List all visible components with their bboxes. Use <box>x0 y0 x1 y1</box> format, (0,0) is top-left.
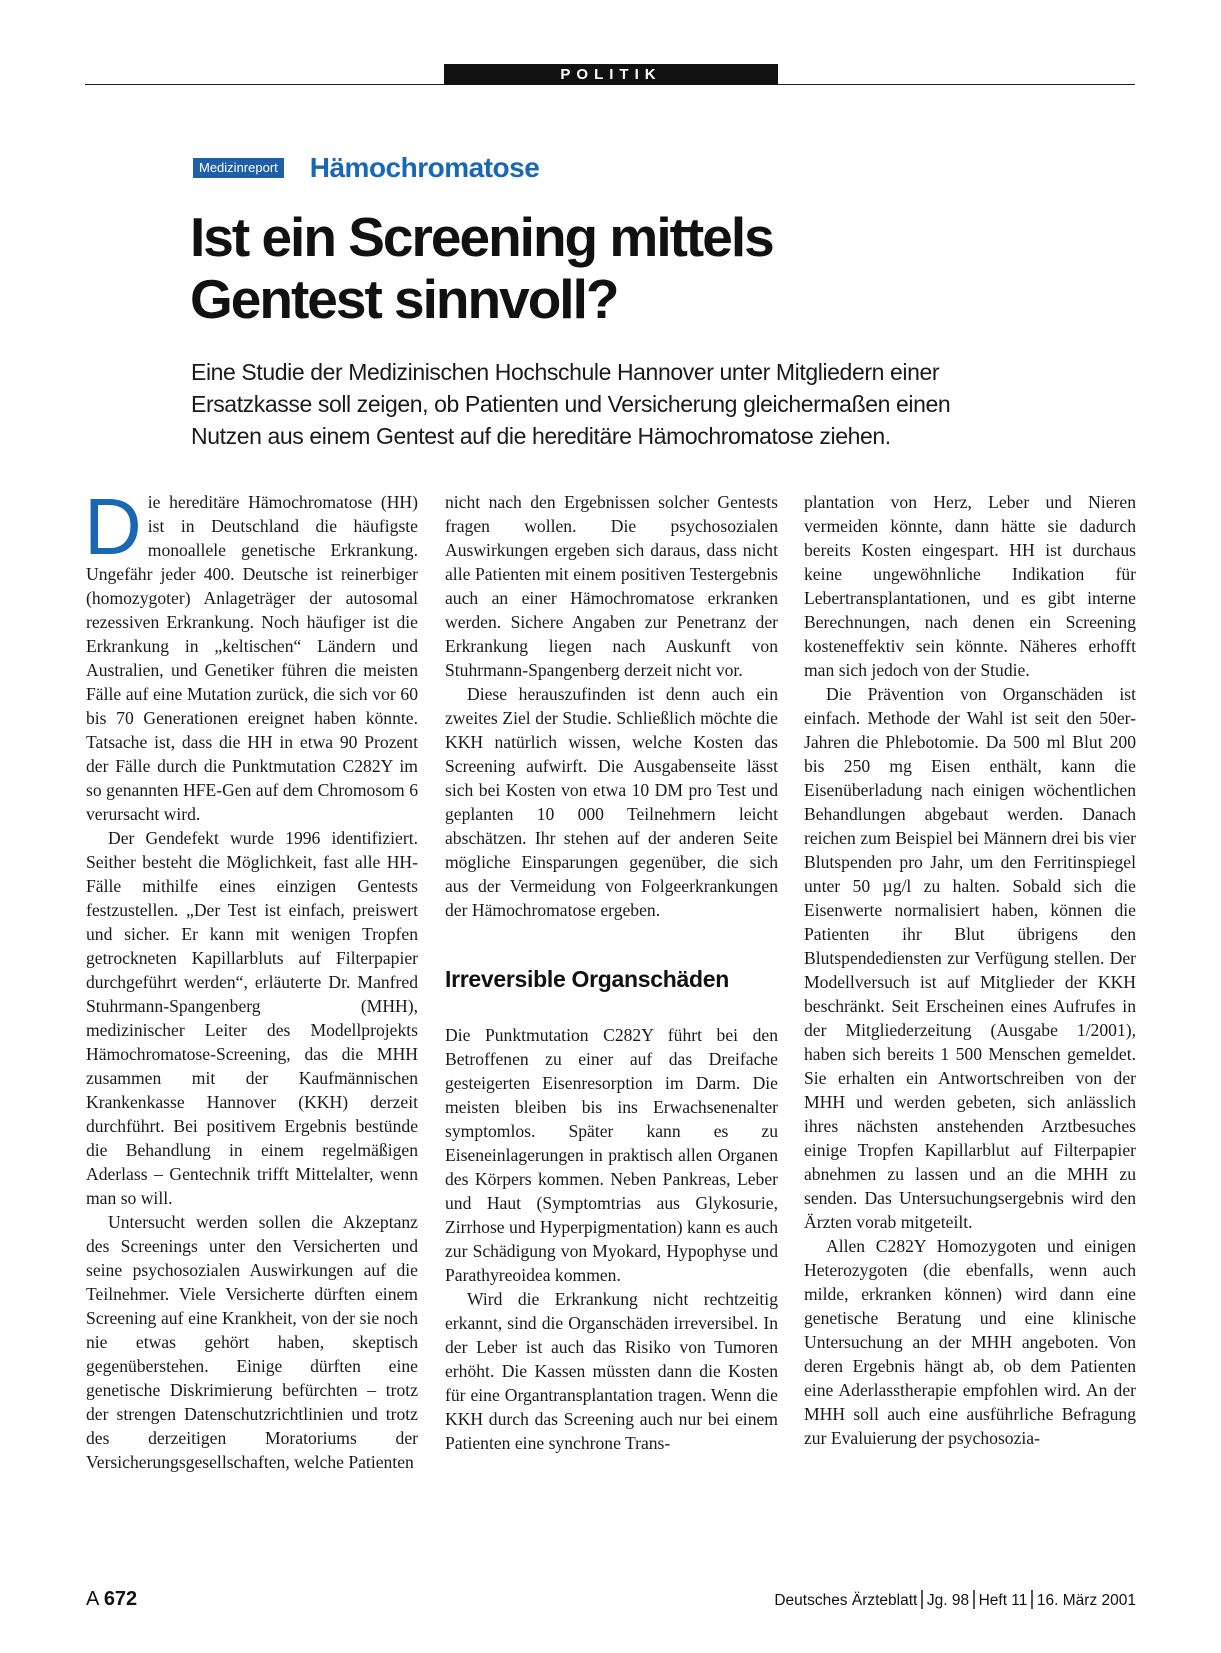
kicker-badge: Medizinreport <box>193 158 284 178</box>
paragraph: nicht nach den Ergebnissen solcher Gentests fragen wollen. Die psychosozialen Auswirkungen ergeben sich daraus, dass nicht alle Patienten mit einem positiven Testergebnis auch an einer Hämochromatose erkranken werden. Sichere Angaben zur Penetranz der Erkrankung liegen nach Auskunft von Stuhrmann-Spangenberg derzeit nicht vor. <box>445 492 778 680</box>
article-column-1 <box>84 482 418 1474</box>
article-column-2 <box>445 490 778 1455</box>
footer-separator <box>1031 1590 1033 1609</box>
footer-separator <box>921 1590 923 1609</box>
headline-line-2: Gentest sinnvoll? <box>190 268 618 330</box>
kicker <box>193 152 540 183</box>
paragraph: Wird die Erkrankung nicht rechtzeitig erkannt, sind die Organschäden irreversibel. In der Leber ist auch das Risiko von Tumoren erhöht. Die Kassen müssten dann die Kosten für eine Organtransplantation tragen. Wenn die KKH durch das Screening auch nur bei einem Patienten eine synchrone Trans- <box>445 1289 778 1453</box>
paragraph <box>84 482 418 826</box>
headline <box>190 206 1090 330</box>
deck-line-3: Nutzen aus einem Gentest auf die hereditäre Hämochromatose ziehen. <box>191 423 891 449</box>
headline-line-1: Ist ein Screening mittels <box>190 206 773 268</box>
page-number <box>86 1588 137 1611</box>
subheading: Irreversible Organschäden <box>445 966 729 992</box>
footer-citation <box>774 1590 1136 1610</box>
journal-name: Deutsches Ärzteblatt <box>774 1592 918 1609</box>
paragraph-text: ie hereditäre Hämochromatose (HH) ist in Deutschland die häufigste monoallele genetische Erkrankung. Ungefähr jeder 400. Deutsche ist reinerbiger (homozygoter) Anlageträger der autosomal rezessiven Erkrankung. Noch häufiger ist die Erkrankung in „keltischen“ Ländern und Australien, und Genetiker führen die meisten Fälle auf eine Mutation zurück, die sich vor 60 bis 70 Generationen ereignet haben könnte. Tatsache ist, dass die HH in etwa 90 Prozent der Fälle durch die Punktmutation C282Y im so genannten HFE-Gen auf dem Chromosom 6 verursacht wird. <box>86 492 418 824</box>
paragraph: Diese herauszufinden ist denn auch ein zweites Ziel der Studie. Schließlich möchte die KKH natürlich wissen, welche Kosten das Screening aufwirft. Die Ausgabenseite lässt sich bei Kosten von etwa 10 DM pro Test und geplanten 10 000 Teilnehmern leicht abschätzen. Ihr stehen auf der anderen Seite mögliche Einsparungen gegenüber, die sich aus der Vermeidung von Folgeerkrankungen der Hämochromatose ergeben. <box>445 684 778 920</box>
drop-cap: D <box>84 482 142 571</box>
deck-line-1: Eine Studie der Medizinischen Hochschule Hannover unter Mitgliedern einer <box>191 359 940 385</box>
journal-issue: Heft 11 <box>978 1592 1028 1609</box>
article-column-3 <box>804 490 1136 1450</box>
journal-date: 16. März 2001 <box>1036 1592 1136 1609</box>
deck-line-2: Ersatzkasse soll zeigen, ob Patienten und Versicherung gleichermaßen einen <box>191 391 951 417</box>
section-label: POLITIK <box>444 64 778 85</box>
paragraph: Die Prävention von Organschäden ist einfach. Methode der Wahl ist seit den 50er-Jahren die Phlebotomie. Da 500 ml Blut 200 bis 250 mg Eisen enthält, kann die Eisenüberladung nach einigen wöchentlichen Behandlungen abgebaut werden. Danach reichen zum Beispiel bei Männern drei bis vier Blutspenden pro Jahr, um den Ferritinspiegel unter 50 µg/l zu halten. Sobald sich die Eisenwerte normalisiert haben, können die Patienten ihr Blut übrigens den Blutspendediensten zur Verfügung stellen. Der Modellversuch ist auf Mitglieder der KKH beschränkt. Seit Erscheinen eines Aufrufes in der Mitgliederzeitung (Ausgabe 1/2001), haben sich bereits 1 500 Menschen gemeldet. Sie erhalten ein Antwortschreiben von der MHH und werden gebeten, sich anlässlich ihres nächsten anstehenden Arztbesuches einige Tropfen Kapillarblut auf Filterpapier abnehmen zu lassen und an die MHH zu senden. Das Untersuchungsergebnis wird den Ärzten vorab mitgeteilt. <box>804 684 1136 1232</box>
kicker-topic: Hämochromatose <box>309 152 540 183</box>
page-prefix: A <box>86 1588 99 1610</box>
journal-volume: Jg. 98 <box>926 1592 970 1609</box>
paragraph: Die Punktmutation C282Y führt bei den Betroffenen zu einer auf das Dreifache gesteigerten Eisenresorption im Darm. Die meisten bleiben bis ins Erwachsenenalter symptomlos. Später kann es zu Eiseneinlagerungen in praktisch allen Organen des Körpers kommen. Neben Pankreas, Leber und Haut (Symptomtrias aus Glykosurie, Zirrhose und Hyperpigmentation) kann es auch zur Schädigung von Myokard, Hypophyse und Parathyreoidea kommen. <box>445 1025 778 1285</box>
deck <box>191 356 1121 452</box>
paragraph: Allen C282Y Homozygoten und einigen Heterozygoten (die ebenfalls, wenn auch milde, erkranken können) wird dann eine genetische Beratung und eine klinische Untersuchung an der MHH angeboten. Von deren Ergebnis hängt ab, ob dem Patienten eine Aderlasstherapie empfohlen wird. An der MHH soll auch eine ausführliche Befragung zur Evaluierung der psychosozia- <box>804 1236 1136 1448</box>
page-number-value: 672 <box>103 1588 138 1610</box>
footer-separator <box>973 1590 975 1609</box>
paragraph: Der Gendefekt wurde 1996 identifiziert. Seither besteht die Möglichkeit, fast alle HH-Fälle mithilfe eines einzigen Gentests festzustellen. „Der Test ist einfach, preiswert und sicher. Er kann mit wenigen Tropfen getrockneten Kapillarbluts auf Filterpapier durchgeführt werden“, erläuterte Dr. Manfred Stuhrmann-Spangenberg (MHH), medizinischer Leiter des Modellprojekts Hämochromatose-Screening, das die MHH zusammen mit der Kaufmännischen Krankenkasse Hannover (KKH) derzeit durchführt. Bei positivem Ergebnis bestünde die Behandlung in einem regelmäßigen Aderlass – Gentechnik trifft Mittelalter, wenn man so will. <box>86 828 418 1208</box>
paragraph: Untersucht werden sollen die Akzeptanz des Screenings unter den Versicherten und seine psychosozialen Auswirkungen auf die Teilnehmer. Viele Versicherte dürften einem Screening auf eine Krankheit, von der sie noch nie etwas gehört haben, skeptisch gegenüberstehen. Einige dürften eine genetische Diskrimierung befürchten – trotz der strengen Datenschutzrichtlinien und trotz des derzeitigen Moratoriums der Versicherungsgesellschaften, welche Patienten <box>86 1212 418 1472</box>
paragraph: plantation von Herz, Leber und Nieren vermeiden könnte, dann hätte sie dadurch bereits Kosten eingespart. HH ist durchaus keine ungewöhnliche Indikation für Lebertransplantationen, und es gibt interne Berechnungen, nach denen ein Screening kosteneffektiv sein könnte. Näheres erhofft man sich jedoch von der Studie. <box>804 492 1136 680</box>
